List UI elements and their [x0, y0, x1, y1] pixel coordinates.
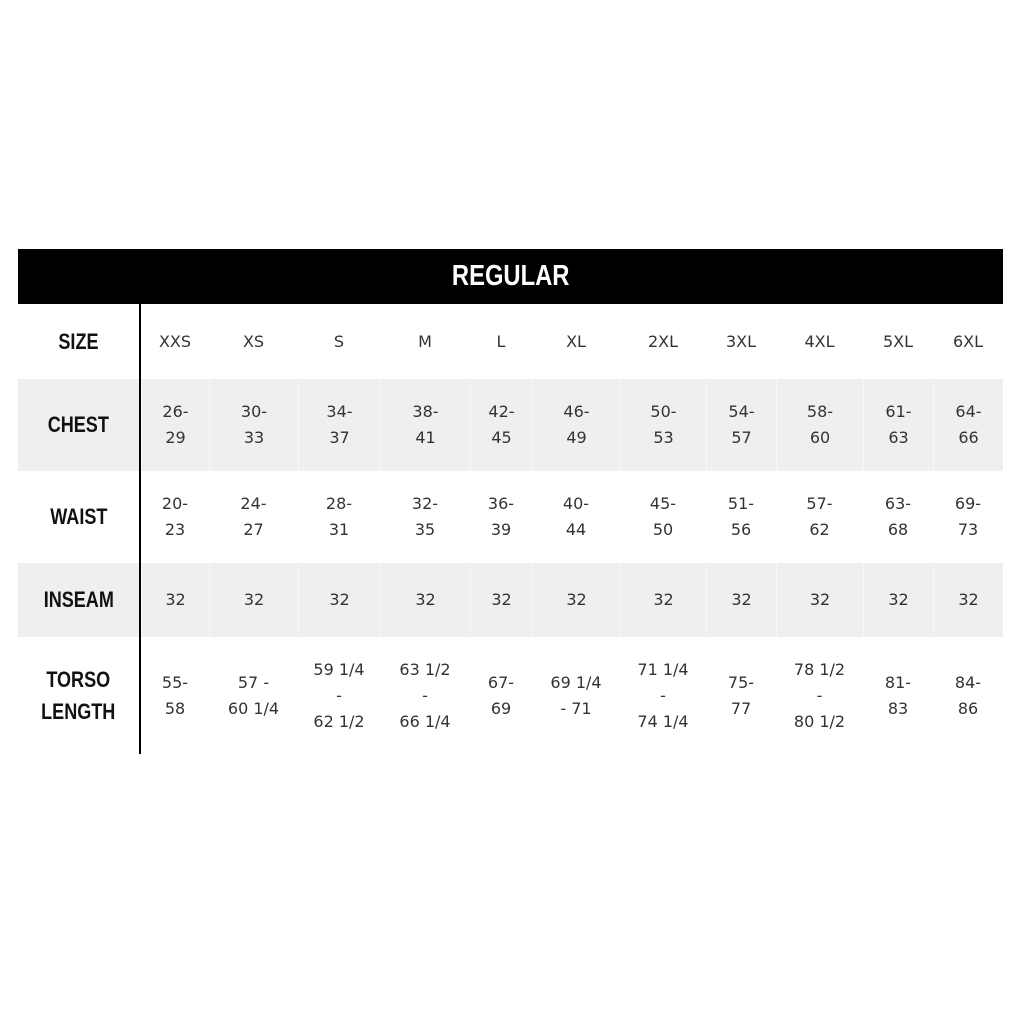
table-cell: XL [566, 331, 586, 351]
table-cell: 5XL [882, 331, 914, 351]
row-cells [141, 379, 1003, 471]
table-cell: 36- 39 [487, 494, 515, 539]
table-cell: 32 [141, 563, 209, 637]
table-cell: 3XL [725, 331, 757, 351]
table-cell: 32 [776, 563, 863, 637]
table-cell: 32 [706, 563, 776, 637]
table-cell: 24- 27 [240, 494, 267, 539]
row-cells [141, 304, 1003, 379]
row-label-inseam: INSEAM [18, 563, 139, 637]
table-cell: 32- 35 [411, 494, 439, 539]
table-row-waist [18, 471, 1003, 563]
row-label-size: SIZE [18, 304, 139, 379]
table-row-torso-length [18, 637, 1003, 754]
row-cells [141, 637, 1003, 754]
table-cell: 58- 60 [776, 379, 863, 471]
table-cell: 61- 63 [863, 379, 933, 471]
table-cell: L [496, 331, 506, 351]
table-cell: 63 1/2 - 66 1/4 [399, 659, 451, 731]
table-cell: M [418, 331, 432, 351]
size-table [18, 304, 1003, 754]
table-cell: 20- 23 [161, 494, 189, 539]
size-chart [18, 249, 1003, 754]
table-cell: 50- 53 [620, 379, 706, 471]
table-cell: 34- 37 [298, 379, 380, 471]
table-cell: 32 [470, 563, 532, 637]
row-label-torso-length: TORSO LENGTH [18, 637, 139, 754]
table-cell: 59 1/4 - 62 1/2 [313, 659, 365, 731]
table-cell: 75- 77 [727, 672, 755, 718]
table-cell: 57 - 60 1/4 [227, 672, 280, 718]
table-cell: 4XL [804, 331, 835, 351]
row-label-chest: CHEST [18, 379, 139, 471]
table-cell: 40- 44 [562, 494, 590, 539]
table-cell: 69 1/4 - 71 [550, 672, 602, 718]
table-cell: S [333, 331, 345, 351]
table-row-size [18, 304, 1003, 379]
table-row-inseam [18, 563, 1003, 637]
table-cell: 55- 58 [161, 672, 189, 718]
table-cell: 45- 50 [649, 494, 677, 539]
table-cell: 64- 66 [933, 379, 1003, 471]
table-cell: 28- 31 [325, 494, 353, 539]
table-cell: 32 [298, 563, 380, 637]
table-cell: 51- 56 [727, 494, 755, 539]
table-cell: 2XL [647, 331, 679, 351]
table-cell: 6XL [952, 331, 984, 351]
table-cell: 71 1/4 - 74 1/4 [637, 659, 689, 731]
row-cells [141, 471, 1003, 563]
table-cell: 32 [933, 563, 1003, 637]
table-cell: 32 [863, 563, 933, 637]
table-cell: 32 [532, 563, 620, 637]
table-cell: 32 [209, 563, 298, 637]
chart-title-banner [18, 249, 1003, 304]
table-cell: 32 [380, 563, 470, 637]
table-cell: 69- 73 [954, 494, 982, 539]
table-cell: 57- 62 [806, 494, 833, 539]
table-cell: XS [242, 331, 265, 351]
table-cell: 42- 45 [470, 379, 532, 471]
row-label-waist: WAIST [18, 471, 139, 563]
table-cell: XXS [158, 331, 192, 351]
table-cell: 84- 86 [954, 672, 982, 718]
table-cell: 38- 41 [380, 379, 470, 471]
table-cell: 81- 83 [884, 672, 912, 718]
table-cell: 63- 68 [884, 494, 912, 539]
table-cell: 78 1/2 - 80 1/2 [793, 659, 846, 731]
row-cells [141, 563, 1003, 637]
table-cell: 26- 29 [141, 379, 209, 471]
table-cell: 30- 33 [209, 379, 298, 471]
table-row-chest [18, 379, 1003, 471]
table-cell: 54- 57 [706, 379, 776, 471]
chart-title: REGULAR [451, 260, 570, 292]
table-cell: 67- 69 [487, 672, 515, 718]
table-cell: 32 [620, 563, 706, 637]
table-cell: 46- 49 [532, 379, 620, 471]
